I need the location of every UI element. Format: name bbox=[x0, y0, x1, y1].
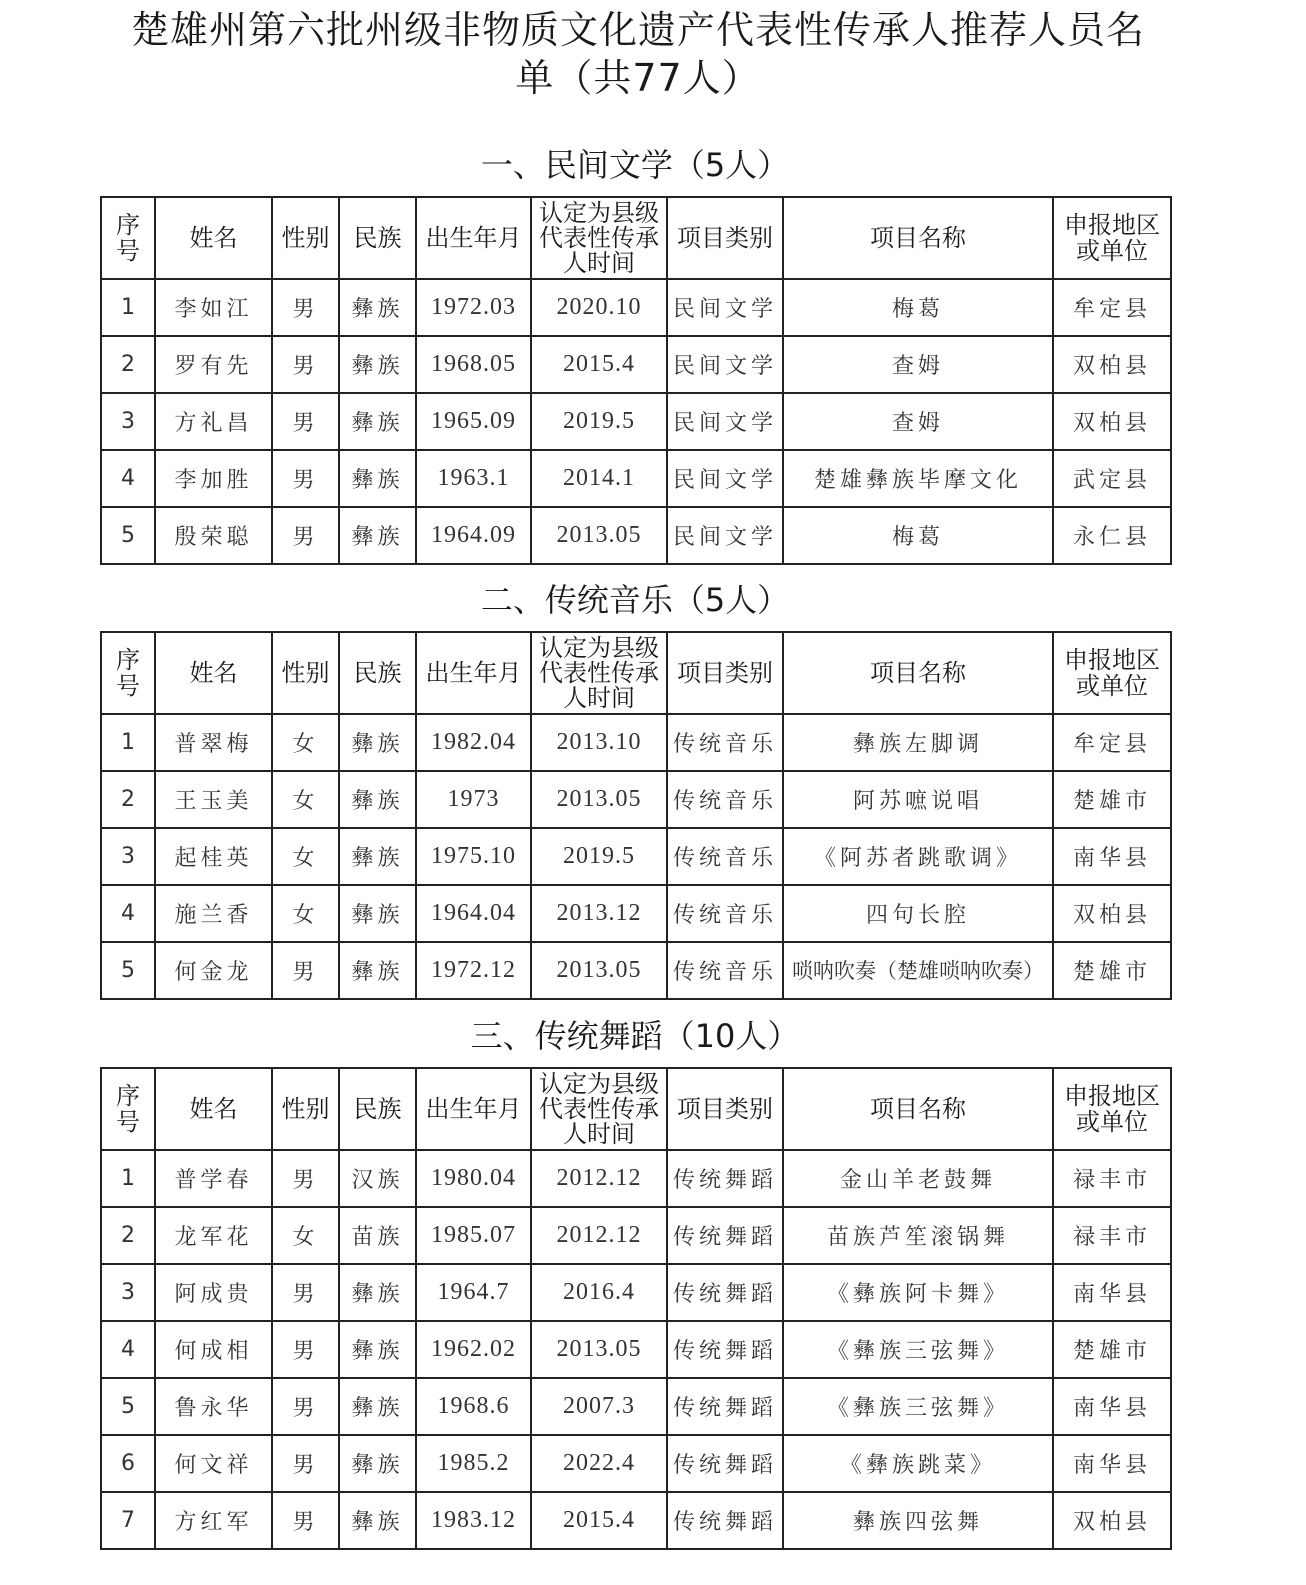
cell-category: 传统舞蹈 bbox=[667, 1207, 783, 1264]
cell-ethnicity: 彝族 bbox=[339, 450, 416, 507]
table-row bbox=[101, 393, 1171, 450]
cell-category: 传统音乐 bbox=[667, 885, 783, 942]
cell-seq: 7 bbox=[101, 1492, 155, 1549]
column-header-ethnicity: 民族 bbox=[339, 1068, 416, 1150]
cell-project: 《彝族三弦舞》 bbox=[783, 1378, 1053, 1435]
cell-project: 唢呐吹奏（楚雄唢呐吹奏） bbox=[783, 942, 1053, 999]
cell-region: 禄丰市 bbox=[1053, 1150, 1171, 1207]
column-header-name: 姓名 bbox=[155, 197, 272, 279]
column-header-seq: 序号 bbox=[101, 197, 155, 279]
cell-name: 王玉美 bbox=[155, 771, 272, 828]
table-row bbox=[101, 450, 1171, 507]
section-heading: 三、传统舞蹈（10人） bbox=[470, 1017, 800, 1055]
cell-certified: 2013.10 bbox=[531, 714, 667, 771]
table-row bbox=[101, 1207, 1171, 1264]
cell-gender: 男 bbox=[272, 507, 339, 564]
table-row bbox=[101, 942, 1171, 999]
cell-project: 苗族芦笙滚锅舞 bbox=[783, 1207, 1053, 1264]
cell-certified: 2014.1 bbox=[531, 450, 667, 507]
cell-gender: 女 bbox=[272, 885, 339, 942]
cell-seq: 5 bbox=[101, 1378, 155, 1435]
cell-name: 方礼昌 bbox=[155, 393, 272, 450]
cell-name: 何成相 bbox=[155, 1321, 272, 1378]
cell-project: 金山羊老鼓舞 bbox=[783, 1150, 1053, 1207]
cell-birth: 1963.1 bbox=[416, 450, 531, 507]
column-header-seq: 序号 bbox=[101, 632, 155, 714]
cell-birth: 1982.04 bbox=[416, 714, 531, 771]
cell-category: 传统音乐 bbox=[667, 771, 783, 828]
table-row bbox=[101, 1378, 1171, 1435]
cell-seq: 3 bbox=[101, 393, 155, 450]
cell-project: 彝族左脚调 bbox=[783, 714, 1053, 771]
table-row bbox=[101, 1150, 1171, 1207]
cell-birth: 1964.7 bbox=[416, 1264, 531, 1321]
table-row bbox=[101, 885, 1171, 942]
cell-ethnicity: 彝族 bbox=[339, 1378, 416, 1435]
column-header-birth: 出生年月 bbox=[416, 197, 531, 279]
column-header-certified: 认定为县级代表性传承人时间 bbox=[531, 1068, 667, 1150]
cell-region: 牟定县 bbox=[1053, 279, 1171, 336]
cell-gender: 男 bbox=[272, 450, 339, 507]
cell-region: 南华县 bbox=[1053, 1378, 1171, 1435]
cell-birth: 1972.12 bbox=[416, 942, 531, 999]
cell-category: 民间文学 bbox=[667, 336, 783, 393]
cell-region: 牟定县 bbox=[1053, 714, 1171, 771]
cell-birth: 1968.6 bbox=[416, 1378, 531, 1435]
cell-project: 四句长腔 bbox=[783, 885, 1053, 942]
cell-birth: 1968.05 bbox=[416, 336, 531, 393]
cell-seq: 3 bbox=[101, 828, 155, 885]
table-row bbox=[101, 507, 1171, 564]
column-header-category: 项目类别 bbox=[667, 197, 783, 279]
cell-gender: 男 bbox=[272, 942, 339, 999]
cell-region: 南华县 bbox=[1053, 1435, 1171, 1492]
document-title bbox=[0, 6, 1276, 102]
table-row bbox=[101, 1492, 1171, 1549]
cell-region: 双柏县 bbox=[1053, 336, 1171, 393]
cell-birth: 1964.09 bbox=[416, 507, 531, 564]
cell-seq: 4 bbox=[101, 885, 155, 942]
cell-gender: 男 bbox=[272, 336, 339, 393]
table-row bbox=[101, 714, 1171, 771]
cell-seq: 5 bbox=[101, 507, 155, 564]
cell-birth: 1965.09 bbox=[416, 393, 531, 450]
cell-category: 传统音乐 bbox=[667, 942, 783, 999]
cell-project: 《阿苏者跳歌调》 bbox=[783, 828, 1053, 885]
cell-category: 传统舞蹈 bbox=[667, 1378, 783, 1435]
column-header-gender: 性别 bbox=[272, 632, 339, 714]
cell-gender: 男 bbox=[272, 1435, 339, 1492]
column-header-gender: 性别 bbox=[272, 197, 339, 279]
cell-category: 传统舞蹈 bbox=[667, 1264, 783, 1321]
cell-seq: 5 bbox=[101, 942, 155, 999]
cell-gender: 女 bbox=[272, 828, 339, 885]
cell-certified: 2015.4 bbox=[531, 1492, 667, 1549]
cell-gender: 女 bbox=[272, 771, 339, 828]
roster-table bbox=[100, 631, 1172, 1000]
cell-ethnicity: 彝族 bbox=[339, 507, 416, 564]
roster-table bbox=[100, 1067, 1172, 1550]
cell-project: 《彝族三弦舞》 bbox=[783, 1321, 1053, 1378]
cell-gender: 男 bbox=[272, 279, 339, 336]
cell-category: 传统舞蹈 bbox=[667, 1321, 783, 1378]
column-header-region: 申报地区或单位 bbox=[1053, 632, 1171, 714]
cell-project: 查姆 bbox=[783, 393, 1053, 450]
cell-name: 普翠梅 bbox=[155, 714, 272, 771]
table-header-row bbox=[101, 197, 1171, 279]
column-header-birth: 出生年月 bbox=[416, 1068, 531, 1150]
cell-gender: 男 bbox=[272, 1264, 339, 1321]
cell-name: 罗有先 bbox=[155, 336, 272, 393]
cell-ethnicity: 彝族 bbox=[339, 1264, 416, 1321]
cell-certified: 2013.05 bbox=[531, 771, 667, 828]
cell-name: 龙军花 bbox=[155, 1207, 272, 1264]
cell-certified: 2012.12 bbox=[531, 1150, 667, 1207]
cell-birth: 1980.04 bbox=[416, 1150, 531, 1207]
cell-region: 楚雄市 bbox=[1053, 1321, 1171, 1378]
cell-name: 何文祥 bbox=[155, 1435, 272, 1492]
column-header-project: 项目名称 bbox=[783, 632, 1053, 714]
cell-region: 南华县 bbox=[1053, 828, 1171, 885]
cell-gender: 男 bbox=[272, 1492, 339, 1549]
column-header-project: 项目名称 bbox=[783, 197, 1053, 279]
cell-certified: 2013.05 bbox=[531, 942, 667, 999]
cell-seq: 4 bbox=[101, 1321, 155, 1378]
cell-region: 禄丰市 bbox=[1053, 1207, 1171, 1264]
table-row bbox=[101, 1321, 1171, 1378]
cell-gender: 男 bbox=[272, 393, 339, 450]
cell-project: 《彝族阿卡舞》 bbox=[783, 1264, 1053, 1321]
cell-name: 普学春 bbox=[155, 1150, 272, 1207]
cell-birth: 1975.10 bbox=[416, 828, 531, 885]
cell-gender: 男 bbox=[272, 1150, 339, 1207]
cell-certified: 2015.4 bbox=[531, 336, 667, 393]
cell-region: 南华县 bbox=[1053, 1264, 1171, 1321]
cell-ethnicity: 彝族 bbox=[339, 336, 416, 393]
roster-table bbox=[100, 196, 1172, 565]
cell-ethnicity: 彝族 bbox=[339, 885, 416, 942]
cell-category: 传统舞蹈 bbox=[667, 1492, 783, 1549]
cell-ethnicity: 彝族 bbox=[339, 393, 416, 450]
cell-certified: 2013.12 bbox=[531, 885, 667, 942]
cell-certified: 2020.10 bbox=[531, 279, 667, 336]
cell-name: 鲁永华 bbox=[155, 1378, 272, 1435]
table-row bbox=[101, 771, 1171, 828]
column-header-name: 姓名 bbox=[155, 1068, 272, 1150]
cell-seq: 2 bbox=[101, 1207, 155, 1264]
table-row bbox=[101, 336, 1171, 393]
table-header-row bbox=[101, 1068, 1171, 1150]
cell-ethnicity: 苗族 bbox=[339, 1207, 416, 1264]
cell-region: 双柏县 bbox=[1053, 393, 1171, 450]
cell-gender: 男 bbox=[272, 1378, 339, 1435]
cell-name: 施兰香 bbox=[155, 885, 272, 942]
cell-category: 传统音乐 bbox=[667, 714, 783, 771]
column-header-project: 项目名称 bbox=[783, 1068, 1053, 1150]
section-heading: 一、民间文学（5人） bbox=[480, 146, 790, 184]
cell-region: 双柏县 bbox=[1053, 1492, 1171, 1549]
cell-region: 楚雄市 bbox=[1053, 771, 1171, 828]
title-line-1: 楚雄州第六批州级非物质文化遗产代表性传承人推荐人员名 bbox=[130, 8, 1145, 52]
table-row bbox=[101, 279, 1171, 336]
cell-project: 阿苏嗻说唱 bbox=[783, 771, 1053, 828]
cell-project: 《彝族跳菜》 bbox=[783, 1435, 1053, 1492]
cell-birth: 1973 bbox=[416, 771, 531, 828]
cell-birth: 1972.03 bbox=[416, 279, 531, 336]
column-header-ethnicity: 民族 bbox=[339, 197, 416, 279]
column-header-name: 姓名 bbox=[155, 632, 272, 714]
cell-category: 传统舞蹈 bbox=[667, 1150, 783, 1207]
cell-category: 民间文学 bbox=[667, 507, 783, 564]
cell-seq: 1 bbox=[101, 279, 155, 336]
cell-certified: 2013.05 bbox=[531, 1321, 667, 1378]
cell-project: 彝族四弦舞 bbox=[783, 1492, 1053, 1549]
cell-name: 李加胜 bbox=[155, 450, 272, 507]
section-heading: 二、传统音乐（5人） bbox=[480, 581, 790, 619]
cell-ethnicity: 彝族 bbox=[339, 1492, 416, 1549]
cell-ethnicity: 彝族 bbox=[339, 771, 416, 828]
cell-region: 双柏县 bbox=[1053, 885, 1171, 942]
title-line-2: 单（共77人） bbox=[515, 56, 761, 100]
cell-name: 何金龙 bbox=[155, 942, 272, 999]
table-row bbox=[101, 1264, 1171, 1321]
cell-certified: 2012.12 bbox=[531, 1207, 667, 1264]
cell-name: 阿成贵 bbox=[155, 1264, 272, 1321]
cell-gender: 女 bbox=[272, 1207, 339, 1264]
cell-certified: 2019.5 bbox=[531, 828, 667, 885]
cell-category: 民间文学 bbox=[667, 450, 783, 507]
column-header-ethnicity: 民族 bbox=[339, 632, 416, 714]
cell-name: 李如江 bbox=[155, 279, 272, 336]
cell-ethnicity: 彝族 bbox=[339, 279, 416, 336]
cell-name: 殷荣聪 bbox=[155, 507, 272, 564]
cell-certified: 2007.3 bbox=[531, 1378, 667, 1435]
cell-category: 民间文学 bbox=[667, 279, 783, 336]
column-header-gender: 性别 bbox=[272, 1068, 339, 1150]
cell-seq: 3 bbox=[101, 1264, 155, 1321]
cell-name: 起桂英 bbox=[155, 828, 272, 885]
cell-ethnicity: 彝族 bbox=[339, 714, 416, 771]
cell-region: 永仁县 bbox=[1053, 507, 1171, 564]
cell-seq: 2 bbox=[101, 771, 155, 828]
cell-birth: 1985.2 bbox=[416, 1435, 531, 1492]
cell-ethnicity: 彝族 bbox=[339, 1435, 416, 1492]
cell-seq: 1 bbox=[101, 1150, 155, 1207]
cell-region: 武定县 bbox=[1053, 450, 1171, 507]
cell-birth: 1962.02 bbox=[416, 1321, 531, 1378]
column-header-region: 申报地区或单位 bbox=[1053, 1068, 1171, 1150]
column-header-certified: 认定为县级代表性传承人时间 bbox=[531, 632, 667, 714]
column-header-birth: 出生年月 bbox=[416, 632, 531, 714]
column-header-seq: 序号 bbox=[101, 1068, 155, 1150]
cell-seq: 4 bbox=[101, 450, 155, 507]
cell-ethnicity: 彝族 bbox=[339, 1321, 416, 1378]
column-header-category: 项目类别 bbox=[667, 1068, 783, 1150]
cell-project: 楚雄彝族毕摩文化 bbox=[783, 450, 1053, 507]
cell-category: 传统舞蹈 bbox=[667, 1435, 783, 1492]
cell-gender: 男 bbox=[272, 1321, 339, 1378]
cell-project: 查姆 bbox=[783, 336, 1053, 393]
cell-ethnicity: 汉族 bbox=[339, 1150, 416, 1207]
table-header-row bbox=[101, 632, 1171, 714]
cell-ethnicity: 彝族 bbox=[339, 942, 416, 999]
cell-certified: 2016.4 bbox=[531, 1264, 667, 1321]
cell-project: 梅葛 bbox=[783, 279, 1053, 336]
cell-birth: 1964.04 bbox=[416, 885, 531, 942]
cell-ethnicity: 彝族 bbox=[339, 828, 416, 885]
column-header-region: 申报地区或单位 bbox=[1053, 197, 1171, 279]
cell-certified: 2022.4 bbox=[531, 1435, 667, 1492]
cell-category: 传统音乐 bbox=[667, 828, 783, 885]
cell-gender: 女 bbox=[272, 714, 339, 771]
cell-seq: 6 bbox=[101, 1435, 155, 1492]
column-header-certified: 认定为县级代表性传承人时间 bbox=[531, 197, 667, 279]
cell-name: 方红军 bbox=[155, 1492, 272, 1549]
cell-category: 民间文学 bbox=[667, 393, 783, 450]
table-row bbox=[101, 828, 1171, 885]
table-row bbox=[101, 1435, 1171, 1492]
cell-birth: 1983.12 bbox=[416, 1492, 531, 1549]
cell-project: 梅葛 bbox=[783, 507, 1053, 564]
cell-birth: 1985.07 bbox=[416, 1207, 531, 1264]
cell-seq: 2 bbox=[101, 336, 155, 393]
cell-certified: 2013.05 bbox=[531, 507, 667, 564]
column-header-category: 项目类别 bbox=[667, 632, 783, 714]
cell-certified: 2019.5 bbox=[531, 393, 667, 450]
cell-seq: 1 bbox=[101, 714, 155, 771]
cell-region: 楚雄市 bbox=[1053, 942, 1171, 999]
